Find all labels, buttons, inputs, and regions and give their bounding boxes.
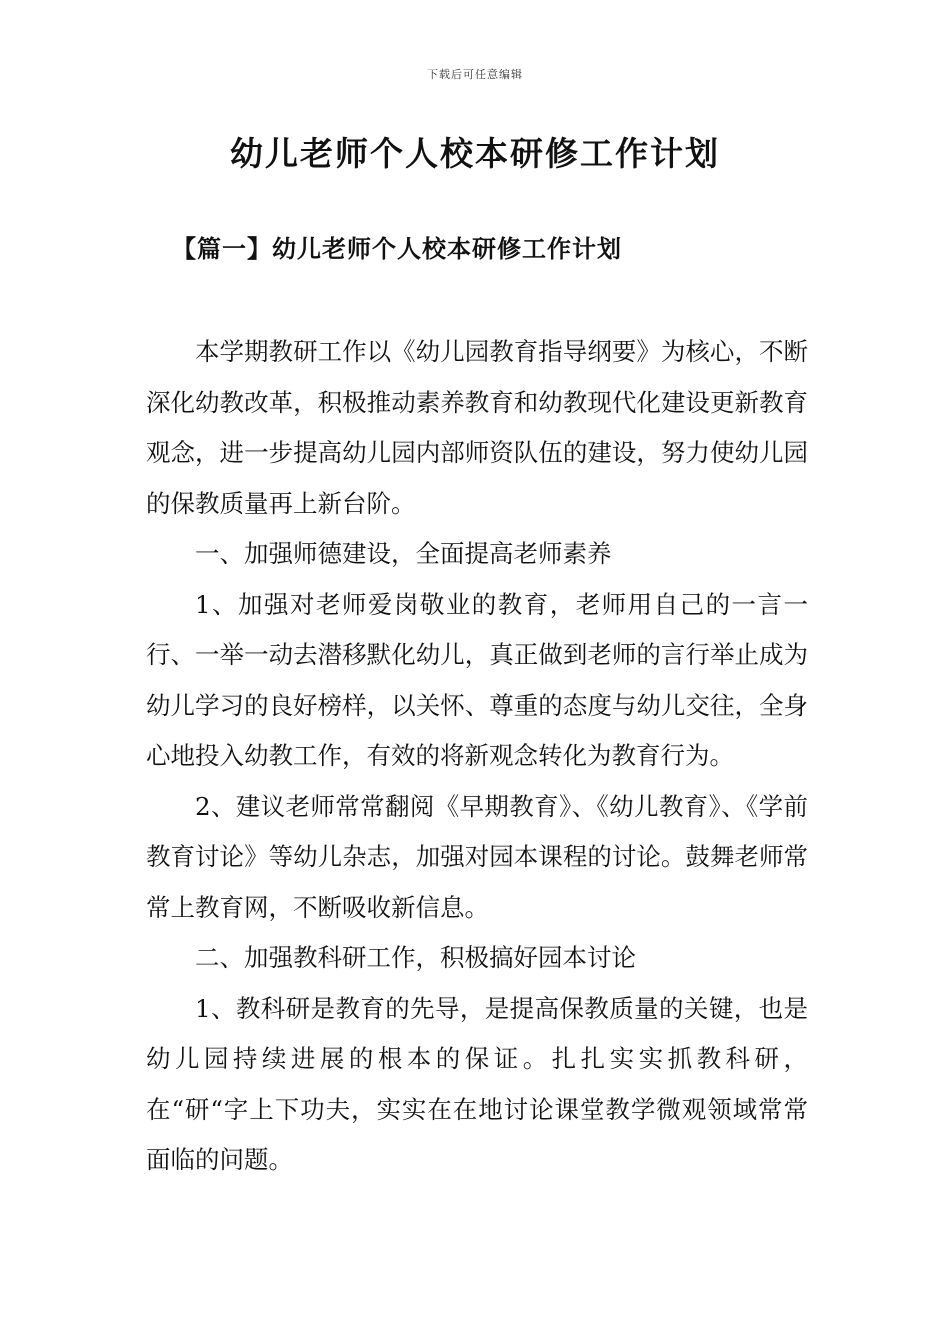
document-title: 幼儿老师个人校本研修工作计划 — [230, 134, 720, 173]
document-body — [146, 327, 808, 1186]
paragraph-intro: 本学期教研工作以《幼儿园教育指导纲要》为核心，不断深化幼教改革，积极推动素养教育和幼教现代化建设更新教育观念，进一步提高幼儿园内部师资队伍的建设，努力使幼儿园的保教质量再上新台阶。 — [146, 337, 808, 518]
paragraph-heading-2: 二、加强教科研工作，积极搞好园本讨论 — [195, 943, 636, 972]
paragraph-heading-1: 一、加强师德建设，全面提高老师素养 — [195, 539, 612, 568]
header-note: 下载后可任意编辑 — [427, 68, 523, 81]
paragraph-item-1-2: 2、建议老师常常翻阅《早期教育》、《幼儿教育》、《学前教育讨论》等幼儿杂志，加强对园本课程的讨论。鼓舞老师常常上教育网，不断吸收新信息。 — [146, 791, 808, 922]
section-heading: 【篇一】幼儿老师个人校本研修工作计划 — [172, 234, 622, 263]
paragraph-item-2-1: 1、教科研是教育的先导，是提高保教质量的关键，也是幼儿园持续进展的根本的保证。扎扎实实抓教科研，在“研“字上下功夫，实实在在地讨论课堂教学微观领域常常面临的问题。 — [146, 993, 808, 1174]
paragraph-item-1-1: 1、加强对老师爱岗敬业的教育，老师用自己的一言一行、一举一动去潜移默化幼儿，真正做到老师的言行举止成为幼儿学习的良好榜样，以关怀、尊重的态度与幼儿交往，全身心地投入幼教工作，有效的将新观念转化为教育行为。 — [146, 589, 808, 770]
